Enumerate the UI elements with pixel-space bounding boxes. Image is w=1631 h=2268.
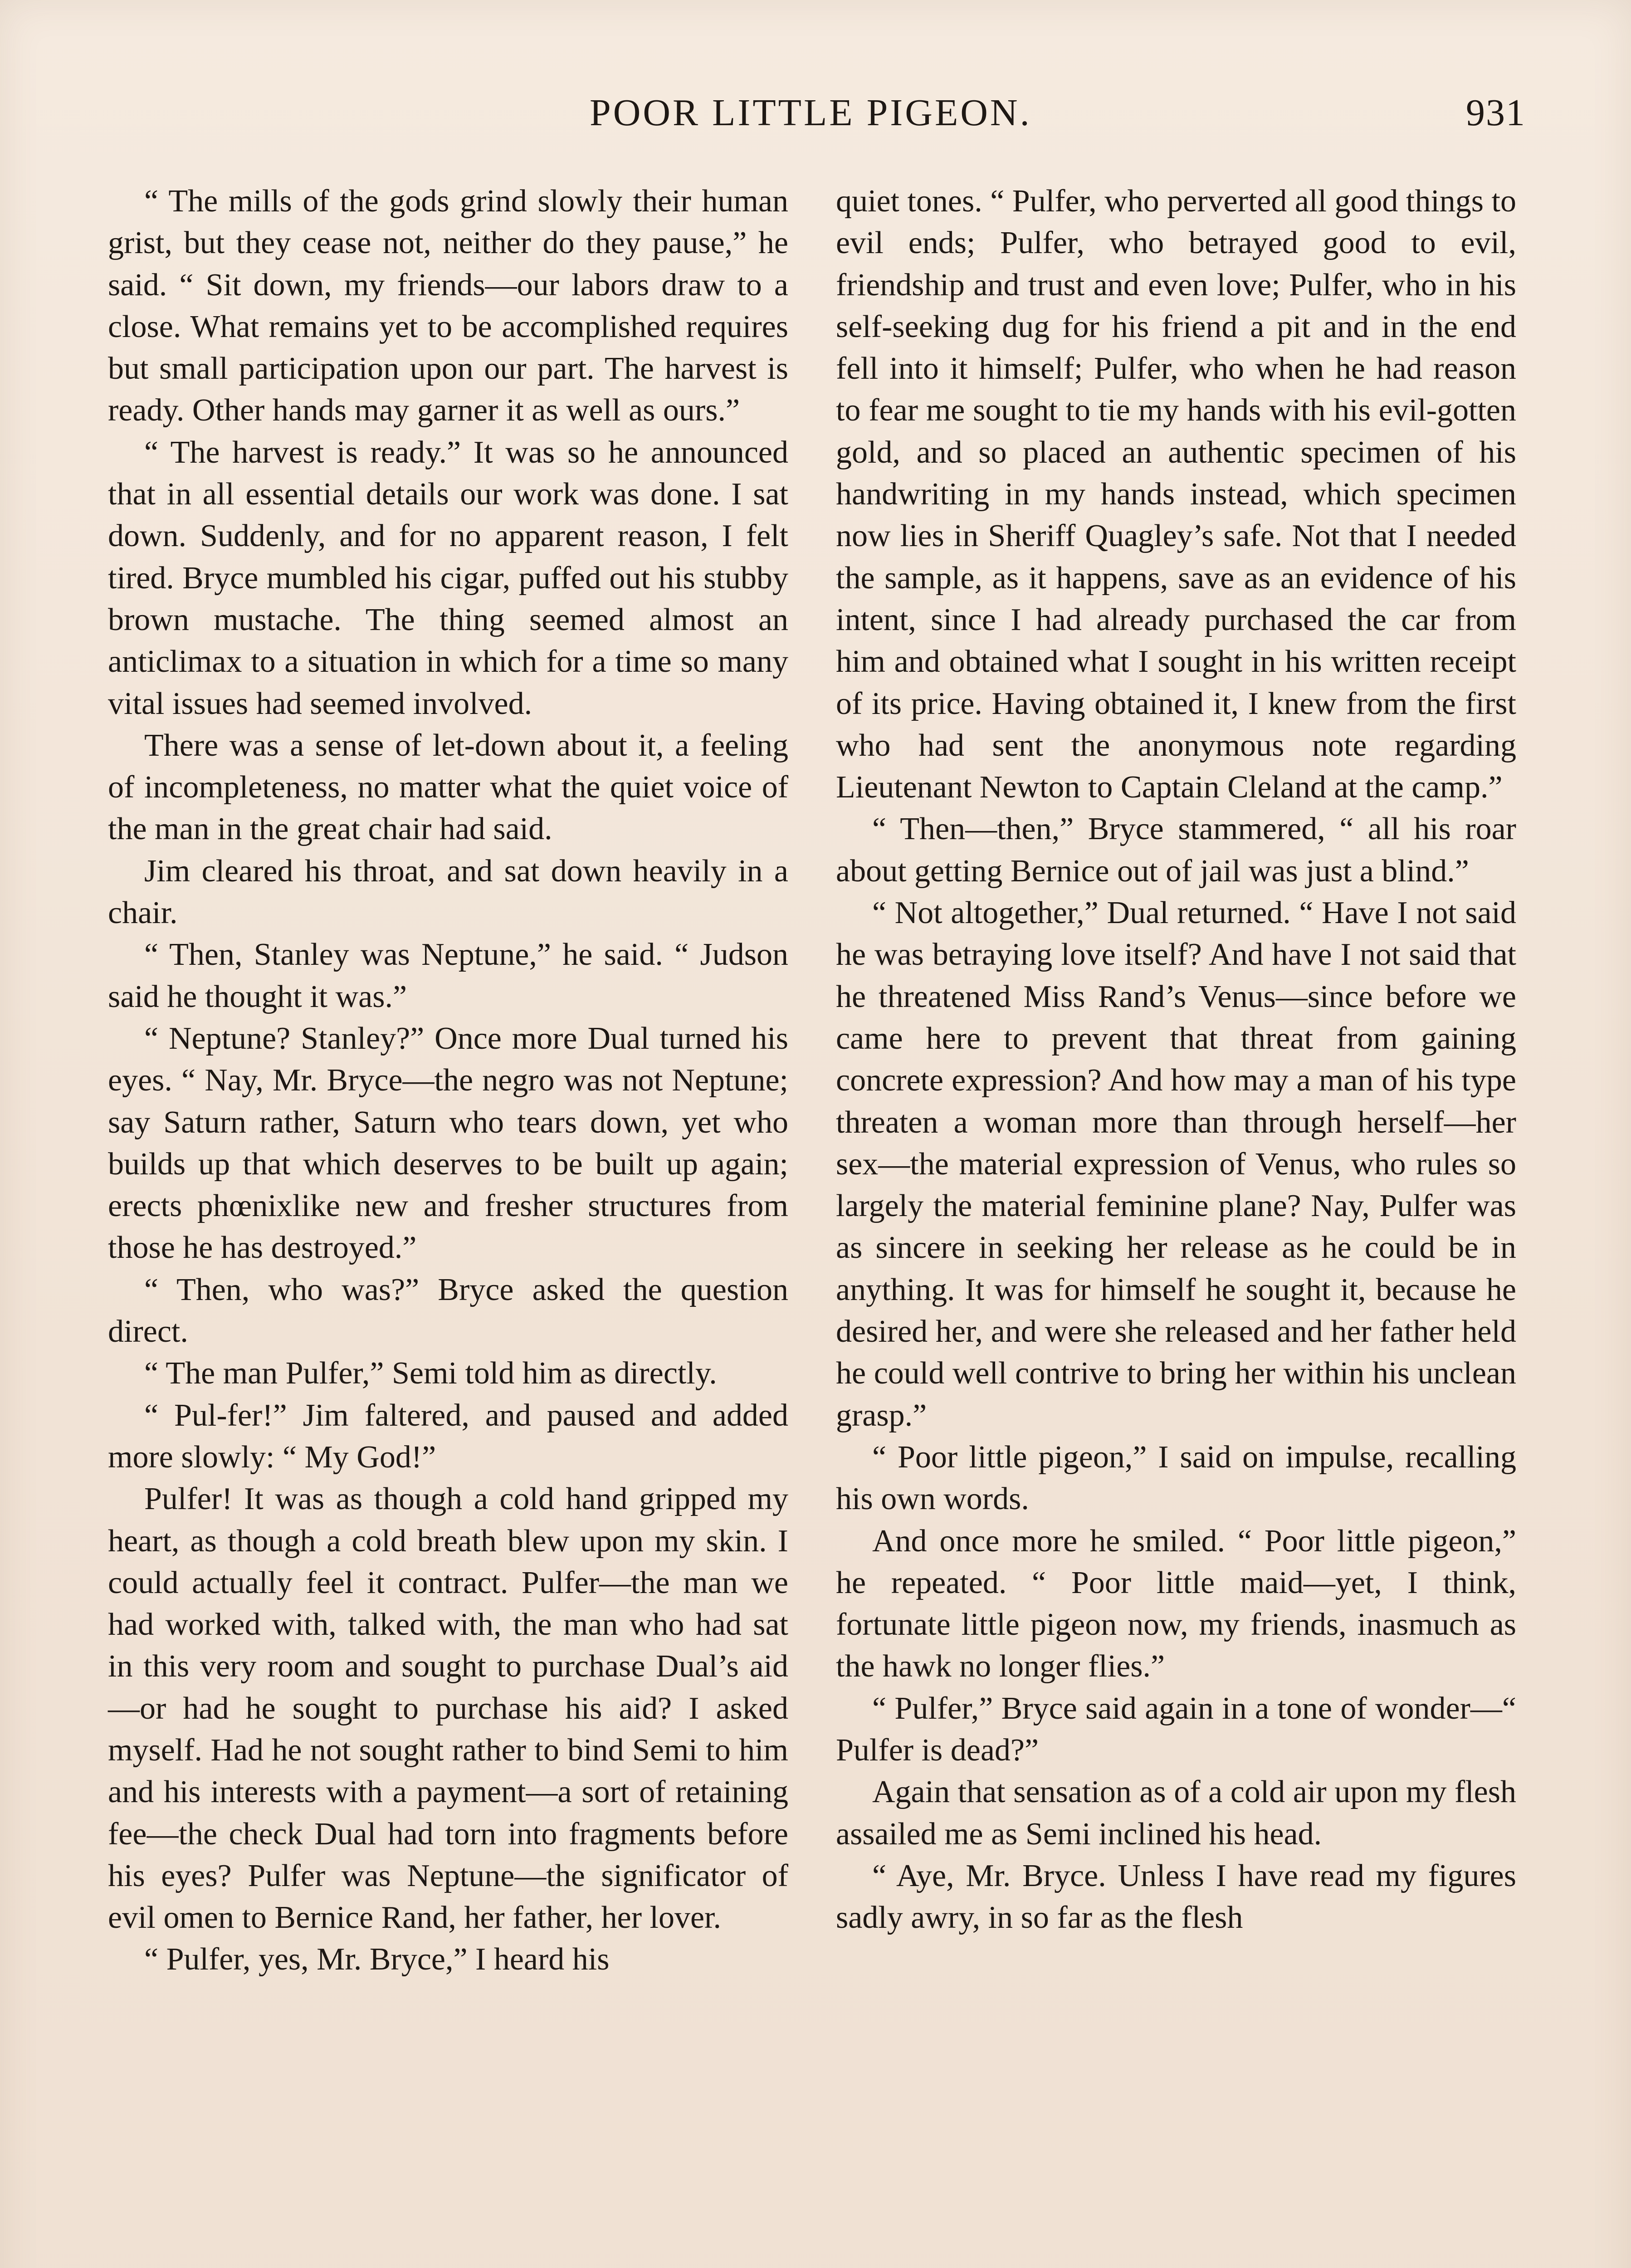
paragraph: “ Then, who was?” Bryce asked the question direct. (108, 1272, 788, 1349)
paragraph: “ Then, Stanley was Neptune,” he said. “ Judson said he thought it was.” (108, 937, 788, 1014)
paragraph: Jim cleared his throat, and sat down heavily in a chair. (108, 853, 788, 931)
paragraph: “ Pulfer, yes, Mr. Bryce,” I heard his (144, 1942, 610, 1977)
paragraph: “ Then—then,” Bryce stammered, “ all his roar about getting Bernice out of jail was just a blind.” (836, 811, 1516, 889)
paragraph: “ Pulfer,” Bryce said again in a tone of wonder—“ Pulfer is dead?” (836, 1691, 1516, 1768)
paragraph: “ Neptune? Stanley?” Once more Dual turned his eyes. “ Nay, Mr. Bryce—the negro was not Neptune; say Saturn rather, Saturn who tears down, yet who builds up that which deserves to be built up again; erects phœnixlike new and fresher structures from those he has destroyed.” (108, 1021, 788, 1266)
paragraph: “ The man Pulfer,” Semi told him as directly. (144, 1356, 717, 1391)
page-number: 931 (1466, 92, 1526, 134)
right-text-column (836, 181, 1516, 1939)
page-header (0, 91, 1631, 154)
paragraph: “ Aye, Mr. Bryce. Unless I have read my figures sadly awry, in so far as the flesh (836, 1858, 1516, 1936)
paragraph: “ Not altogether,” Dual returned. “ Have I not said he was betraying love itself? And have I not said that he threatened Miss Rand’s Venus—since before we came here to prevent that threat from gaining concrete expression? And how may a man of his type threaten a woman more than through herself—her sex—the material expression of Venus, who rules so largely the material feminine plane? Nay, Pulfer was as sincere in seeking her release as he could be in anything. It was for himself he sought it, because he desired her, and were she released and her father held he could well contrive to bring her within his unclean grasp.” (836, 895, 1516, 1433)
paragraph: There was a sense of let-down about it, a feeling of incompleteness, no matter what the quiet voice of the man in the great chair had said. (108, 728, 788, 847)
paragraph-continued: quiet tones. “ Pulfer, who perverted all good things to evil ends; Pulfer, who betrayed good to evil, friendship and trust and even love; Pulfer, who in his self-seeking dug for his friend a pit and in the end fell into it himself; Pulfer, who when he had reason to fear me sought to tie my hands with his evil-gotten gold, and so placed an authentic specimen of his handwriting in my hands instead, which specimen now lies in Sheriff Quagley’s safe. Not that I needed the sample, as it happens, save as an evidence of his intent, since I had already purchased the car from him and obtained what I sought in his written receipt of its price. Having obtained it, I knew from the first who had sent the anonymous note regarding Lieutenant Newton to Captain Cleland at the camp.” (836, 184, 1516, 805)
paragraph: “ Pul-fer!” Jim faltered, and paused and added more slowly: “ My God!” (108, 1398, 788, 1475)
paragraph: Pulfer! It was as though a cold hand gripped my heart, as though a cold breath blew upon my skin. I could actually feel it contract. Pulfer—the man we had worked with, talked with, the man who had sat in this very room and sought to purchase Dual’s aid—or had he sought to purchase his aid? I asked myself. Had he not sought rather to bind Semi to him and his interests with a payment—a sort of retaining fee—the check Dual had torn into fragments before his eyes? Pulfer was Neptune—the significator of evil omen to Bernice Rand, her father, her lover. (108, 1481, 788, 1936)
paragraph: “ Poor little pigeon,” I said on impulse, recalling his own words. (836, 1439, 1516, 1517)
running-title: POOR LITTLE PIGEON. (590, 92, 1032, 134)
paragraph: Again that sensation as of a cold air upon my flesh assailed me as Semi inclined his head. (836, 1774, 1516, 1852)
paragraph: “ The harvest is ready.” It was so he announced that in all essential details our work was done. I sat down. Suddenly, and for no apparent reason, I felt tired. Bryce mumbled his cigar, puffed out his stubby brown mustache. The thing seemed almost an anticlimax to a situation in which for a time so many vital issues had seemed involved. (108, 435, 788, 721)
paragraph: And once more he smiled. “ Poor little pigeon,” he repeated. “ Poor little maid—yet, I think, fortunate little pigeon now, my friends, inasmuch as the hawk no longer flies.” (836, 1523, 1516, 1684)
left-text-column (108, 181, 788, 1981)
paragraph: “ The mills of the gods grind slowly their human grist, but they cease not, neither do they pause,” he said. “ Sit down, my friends—our labors draw to a close. What remains yet to be accomplished requires but small participation upon our part. The harvest is ready. Other hands may garner it as well as ours.” (108, 184, 788, 428)
